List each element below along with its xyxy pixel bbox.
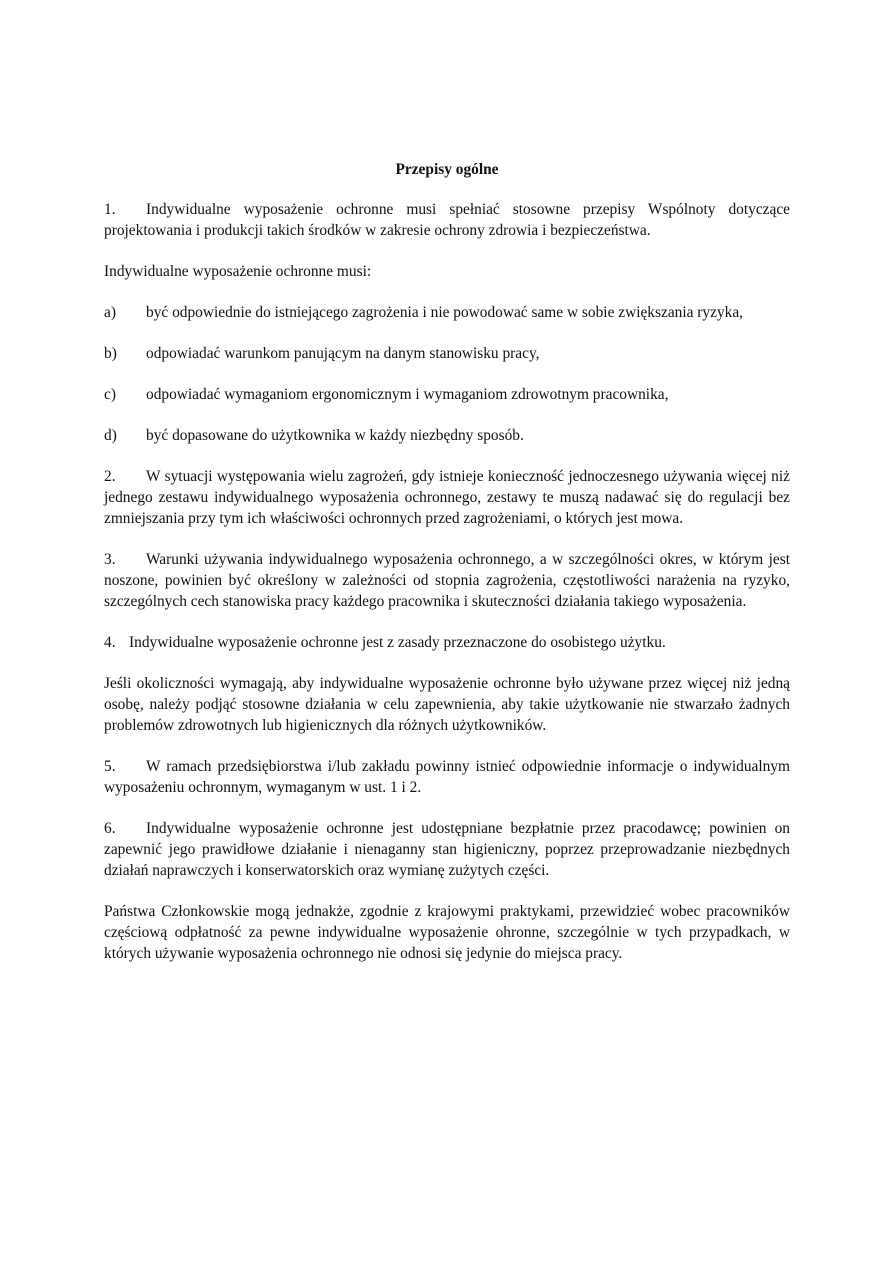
list-item-text: odpowiadać wymaganiom ergonomicznym i wymaganiom zdrowotnym pracownika, [146, 386, 669, 403]
document-page [104, 160, 790, 984]
list-item [104, 343, 790, 364]
list-item [104, 384, 790, 405]
paragraph-number: 6. [104, 820, 116, 837]
paragraph-number: 4. [104, 634, 116, 651]
list-item-text: być dopasowane do użytkownika w każdy niezbędny sposób. [146, 427, 524, 444]
list-item [104, 425, 790, 446]
paragraph-text: Indywidualne wyposażenie ochronne musi spełniać stosowne przepisy Wspólnoty dotyczące projektowania i produkcji takich środków w zakresie ochrony zdrowia i bezpieczeństwa. [104, 201, 790, 239]
paragraph-number: 3. [104, 551, 116, 568]
document-title: Przepisy ogólne [395, 161, 499, 178]
paragraph-text: W ramach przedsiębiorstwa i/lub zakładu powinny istnieć odpowiednie informacje o indywidualnym wyposażeniu ochronnym, wymaganym w ust. 1 i 2. [104, 758, 790, 796]
paragraph-2 [104, 466, 790, 529]
list-marker: d) [104, 427, 117, 444]
paragraph-number: 1. [104, 201, 116, 218]
paragraph-5 [104, 756, 790, 798]
paragraph-3 [104, 549, 790, 612]
paragraph-text: W sytuacji występowania wielu zagrożeń, gdy istnieje konieczność jednoczesnego używania więcej niż jednego zestawu indywidualnego wyposażenia ochronnego, zestawy te muszą nadawać się do regulacji bez zmniejszania przy tym ich właściwości ochronnych przed zagrożeniami, o których jest mowa. [104, 468, 790, 527]
paragraph-7: Państwa Członkowskie mogą jednakże, zgodnie z krajowymi praktykami, przewidzieć wobec pracowników częściową odpłatność za pewne indywidualne wyposażenie ohronne, szczególnie w tych przypadkach, w których używanie wyposażenia ochronnego nie odnosi się jedynie do miejsca pracy. [104, 903, 790, 962]
paragraph-number: 2. [104, 468, 116, 485]
list-intro: Indywidualne wyposażenie ochronne musi: [104, 263, 372, 280]
list-marker: a) [104, 304, 116, 321]
paragraph-4 [104, 632, 790, 653]
paragraph-text: Indywidualne wyposażenie ochronne jest udostępniane bezpłatnie przez pracodawcę; powinien on zapewnić jego prawidłowe działanie i nienaganny stan higieniczny, poprzez przeprowadzanie niezbędnych działań naprawczych i konserwatorskich oraz wymianę zużytych części. [104, 820, 790, 879]
paragraph-number: 5. [104, 758, 116, 775]
paragraph-6 [104, 818, 790, 881]
list-marker: b) [104, 345, 117, 362]
paragraph-1 [104, 199, 790, 241]
paragraph-4-continuation: Jeśli okoliczności wymagają, aby indywidualne wyposażenie ochronne było używane przez więcej niż jedną osobę, należy podjąć stosowne działania w celu zapewnienia, aby takie użytkowanie nie stwarzało żadnych problemów zdrowotnych lub higienicznych dla różnych użytkowników. [104, 675, 790, 734]
list-item-text: być odpowiednie do istniejącego zagrożenia i nie powodować same w sobie zwiększania ryzyka, [146, 304, 744, 321]
paragraph-text: Indywidualne wyposażenie ochronne jest z zasady przeznaczone do osobistego użytku. [129, 634, 666, 651]
list-marker: c) [104, 386, 116, 403]
paragraph-text: Warunki używania indywidualnego wyposażenia ochronnego, a w szczególności okres, w którym jest noszone, powinien być określony w zależności od stopnia zagrożenia, częstotliwości narażenia na ryzyko, szczególnych cech stanowiska pracy każdego pracownika i skuteczności działania takiego wyposażenia. [104, 551, 790, 610]
list-item-text: odpowiadać warunkom panującym na danym stanowisku pracy, [146, 345, 540, 362]
list-item [104, 302, 790, 323]
